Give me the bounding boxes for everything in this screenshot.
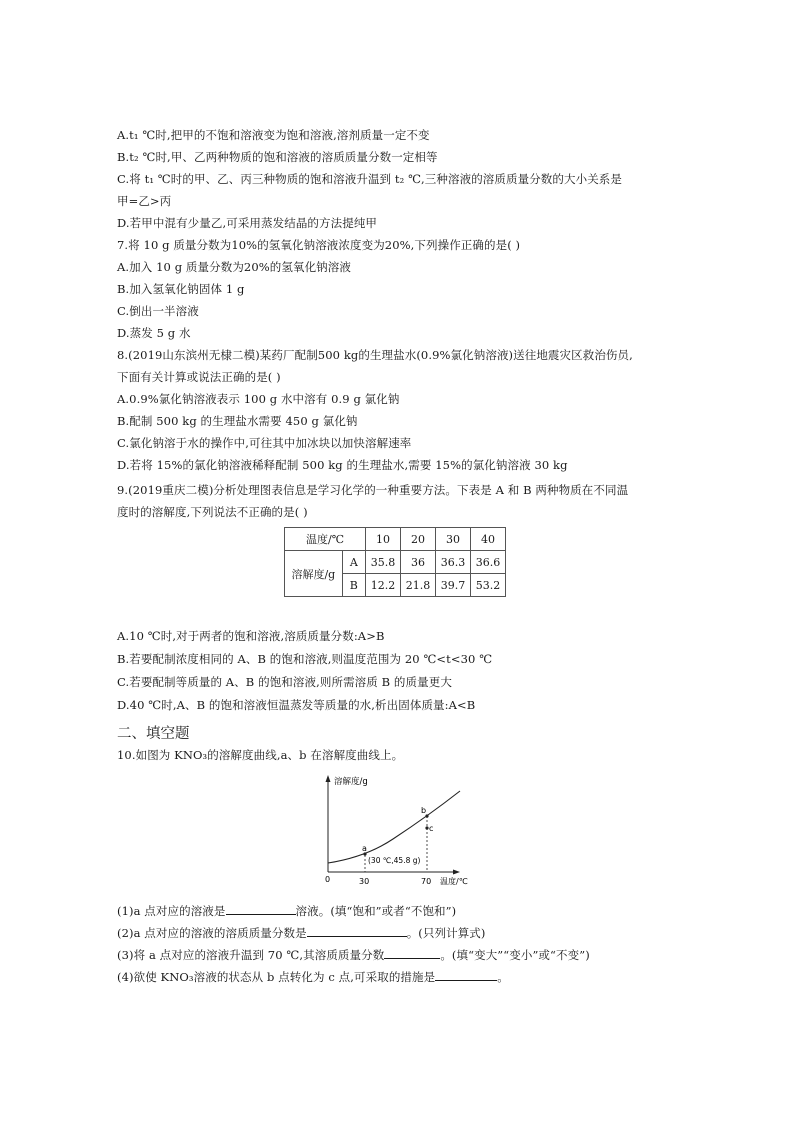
q6-option-c: C.将 t₁ ℃时的甲、乙、丙三种物质的饱和溶液升温到 t₂ ℃,三种溶液的溶质质量分数的大小关系是 <box>117 172 623 186</box>
y-axis-arrow <box>326 775 331 782</box>
temp-cell: 20 <box>401 528 436 551</box>
value-cell: 36.3 <box>436 551 471 574</box>
q7-stem: 7.将 10 g 质量分数为10%的氢氧化钠溶液浓度变为20%,下列操作正确的是( ) <box>117 238 521 252</box>
origin-label: 0 <box>325 875 331 884</box>
x-axis-label: 温度/℃ <box>440 877 468 886</box>
y-axis-label: 溶解度/g <box>334 777 368 787</box>
kno3-solubility-chart <box>318 772 468 888</box>
point-b-label: b <box>421 806 427 815</box>
q6-option-d: D.若甲中混有少量乙,可采用蒸发结晶的方法提纯甲 <box>117 216 378 230</box>
table-row <box>285 551 506 574</box>
value-cell: 12.2 <box>366 574 401 597</box>
answer-blank-3[interactable] <box>384 946 440 959</box>
q6-option-c-cont: 甲=乙>丙 <box>117 194 172 208</box>
answer-blank-1[interactable] <box>226 902 296 915</box>
q8-option-a: A.0.9%氯化钠溶液表示 100 g 水中溶有 0.9 g 氯化钠 <box>117 392 400 406</box>
answer-blank-4[interactable] <box>435 968 497 981</box>
q7-option-c: C.倒出一半溶液 <box>117 304 199 318</box>
q8-option-d: D.若将 15%的氯化钠溶液稀释配制 500 kg 的生理盐水,需要 15%的氯化钠溶液 30 kg <box>117 458 568 472</box>
solubility-table <box>284 527 506 597</box>
substance-a-label: A <box>342 551 365 574</box>
temp-header: 温度/℃ <box>285 528 366 551</box>
section-heading: 二、填空题 <box>117 726 190 742</box>
solubility-curve <box>328 791 460 863</box>
value-cell: 53.2 <box>471 574 506 597</box>
temp-cell: 30 <box>436 528 471 551</box>
q9-option-c: C.若要配制等质量的 A、B 的饱和溶液,则所需溶质 B 的质量更大 <box>117 675 452 689</box>
q6-option-b: B.t₂ ℃时,甲、乙两种物质的饱和溶液的溶质质量分数一定相等 <box>117 150 438 164</box>
x-tick-30: 30 <box>359 877 370 886</box>
x-tick-70: 70 <box>421 877 432 886</box>
q8-stem-1: 8.(2019山东滨州无棣二模)某药厂配制500 kg的生理盐水(0.9%氯化钠溶液)送往地震灾区救治伤员, <box>117 348 633 362</box>
q9-stem-1: 9.(2019重庆二模)分析处理图表信息是学习化学的一种重要方法。下表是 A 和 B 两种物质在不同温 <box>117 483 629 497</box>
q10-sub-2: (2)a 点对应的溶液的溶质质量分数是 。(只列计算式) <box>117 926 486 940</box>
q10-sub-4: (4)欲使 KNO₃溶液的状态从 b 点转化为 c 点,可采取的措施是 。 <box>117 970 509 984</box>
x-axis-arrow <box>453 870 460 875</box>
q8-option-b: B.配制 500 kg 的生理盐水需要 450 g 氯化钠 <box>117 414 358 428</box>
q7-option-d: D.蒸发 5 g 水 <box>117 326 191 340</box>
q9-option-a: A.10 ℃时,对于两者的饱和溶液,溶质质量分数:A>B <box>117 629 385 643</box>
point-a-label: a <box>362 844 367 853</box>
value-cell: 35.8 <box>366 551 401 574</box>
q9-option-b: B.若要配制浓度相同的 A、B 的饱和溶液,则温度范围为 20 ℃<t<30 ℃ <box>117 652 493 666</box>
value-cell: 21.8 <box>401 574 436 597</box>
table-row <box>285 528 506 551</box>
temp-cell: 40 <box>471 528 506 551</box>
q8-option-c: C.氯化钠溶于水的操作中,可往其中加冰块以加快溶解速率 <box>117 436 412 450</box>
value-cell: 36.6 <box>471 551 506 574</box>
answer-blank-2[interactable] <box>307 924 407 937</box>
q8-stem-2: 下面有关计算或说法正确的是( ) <box>117 370 281 384</box>
value-cell: 39.7 <box>436 574 471 597</box>
q10-sub-3: (3)将 a 点对应的溶液升温到 70 ℃,其溶质质量分数 。(填“变大”“变小”或“不变”) <box>117 948 590 962</box>
solubility-header: 溶解度/g <box>285 551 343 597</box>
temp-cell: 10 <box>366 528 401 551</box>
q7-option-a: A.加入 10 g 质量分数为20%的氢氧化钠溶液 <box>117 260 351 274</box>
q6-option-a: A.t₁ ℃时,把甲的不饱和溶液变为饱和溶液,溶剂质量一定不变 <box>117 128 430 142</box>
q7-option-b: B.加入氢氧化钠固体 1 g <box>117 282 245 296</box>
point-c-label: c <box>429 824 434 833</box>
q10-stem: 10.如图为 KNO₃的溶解度曲线,a、b 在溶解度曲线上。 <box>117 748 404 762</box>
point-a-annotation: (30 ℃,45.8 g) <box>368 856 421 865</box>
substance-b-label: B <box>342 574 365 597</box>
q9-stem-2: 度时的溶解度,下列说法不正确的是( ) <box>117 505 308 519</box>
value-cell: 36 <box>401 551 436 574</box>
q9-option-d: D.40 ℃时,A、B 的饱和溶液恒温蒸发等质量的水,析出固体质量:A<B <box>117 698 476 712</box>
q10-sub-1: (1)a 点对应的溶液是 溶液。(填“饱和”或者“不饱和”) <box>117 904 457 918</box>
